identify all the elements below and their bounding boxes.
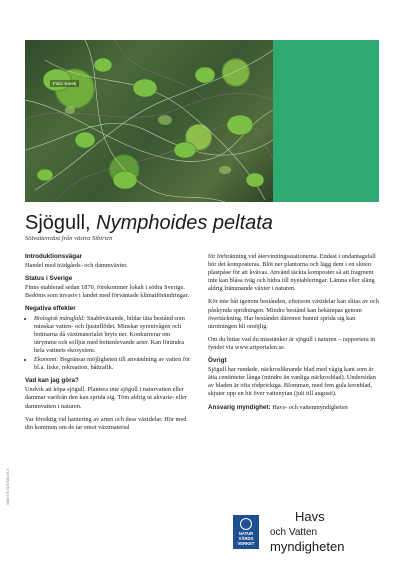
naturvardsverket-logo: [233, 515, 259, 549]
side-isbn: ISBN 978-91-87025-XX-X: [6, 468, 10, 505]
effects-list: [25, 315, 191, 373]
effects-heading: Negativa effekter: [25, 305, 76, 313]
intro-heading: Introduktionsvägar: [25, 253, 83, 260]
effect-economy-text: Begränsar möjligheten till användning av vatten för bl.a. fiske, rekreation, båttrafik.: [34, 356, 191, 372]
common-name: Sjögull,: [25, 212, 97, 234]
other-text: Sjögull har rundade, näckrosliknande blad med vågig kant som är ätta centimeter långa (mindre än vanliga näckrosblad). Undersidan av bladen är ofta rödprickiga. Blomman, med fem gula kronblad, skjuter upp en bit över vattenytan (juli till augusti).: [208, 366, 376, 398]
status-heading: Status i Sverige: [25, 275, 73, 283]
latin-name: Nymphoides peltata: [96, 212, 273, 234]
cover-photo: [25, 40, 273, 202]
status-text: Finns etablerad sedan 1870, förekommer lokalt i södra Sverige. Bedöms som invasiv i landet med förväntade klimatförändringar.: [25, 284, 190, 300]
other-heading: Övrigt: [208, 357, 227, 365]
responsible-text: Havs- och vattenmyndigheten: [270, 403, 348, 411]
havs-och-vatten-logo: [270, 510, 390, 554]
boats-text: Kör inte båt igenom bestånden, eftersom växtdelar kan slitas av och påskynda spridningen. Mindre bestånd kan bekämpas genom övertäckning. Har beståndet däremot hunnit sprida sig kan utrotningen bli omöjlig.: [208, 298, 379, 330]
what-to-do-heading: Vad kan jag göra?: [25, 377, 79, 385]
effect-economy: [34, 356, 191, 372]
naturvardsverket-text: NATUR VÅRDS VERKET: [237, 531, 255, 546]
hav-line-2-small: och: [270, 527, 289, 538]
right-column: [208, 253, 380, 417]
effect-biodiversity-label: Biologisk mångfald:: [34, 314, 86, 322]
hav-line-3: myndigheten: [270, 539, 345, 554]
lily-pad-illustration: [25, 40, 273, 202]
hav-line-2-main: Vatten: [288, 527, 318, 538]
left-column: [25, 253, 191, 437]
accent-green-panel: [273, 40, 379, 202]
responsible-label: Ansvarig myndighet:: [208, 403, 271, 411]
effect-biodiversity-text: Snabbväxande, bildar täta bestånd som minskar vatten- och ljusinflödet. Minskar syrenivågen och bottnarna då växtmaterialet bryts ner. Konkurrerar om utrymme och solljus med bottenlevande arter. Kan förändra hela vattnets ekosystem.: [34, 314, 185, 354]
species-title: [25, 212, 385, 234]
hav-line-2: [270, 524, 390, 540]
what-to-do-text-1: Undvik att köpa sjögull. Plantera inte sjögull i naturvatten eller dammar varifrån den kan sprida sig. Töm aldrig ut akvarie- eller dammvatten i naturen.: [25, 386, 187, 410]
effect-biodiversity: [34, 315, 191, 355]
effect-economy-label: Ekonomi:: [34, 356, 59, 364]
what-to-do-text-2: Var försiktig vid hantering av arten och dess växtdelar. Hör med din kommun om de tar emot växtmaterial: [25, 415, 187, 431]
disposal-text: för förbränning vid återvinningsstationerna. Endast i undantagsfall bör det komposteras. Blöt ner plantorna och lägg dem i en sluten plastpåse för att kvävas. Använd täckta komposter så att fragment inte kan blåsa iväg och bidra till nyetableringar. Lämna eller släng aldrig främmande växter i naturen.: [208, 253, 376, 293]
responsible-authority: [208, 404, 380, 412]
photo-credit: Foto: Karelj: [50, 80, 79, 87]
species-subtitle: Sötvattenväxt från västra Sibirien: [25, 235, 113, 242]
report-text: Om du hittar vad du misstänker är sjögull i naturen – rapportera in fyndet via www.artportalen.se.: [208, 335, 376, 351]
naturvardsverket-emblem-icon: [240, 518, 252, 530]
intro-text: Handel med trädgårds- och dammväxter.: [25, 262, 128, 270]
hav-line-1: Havs: [295, 509, 325, 524]
